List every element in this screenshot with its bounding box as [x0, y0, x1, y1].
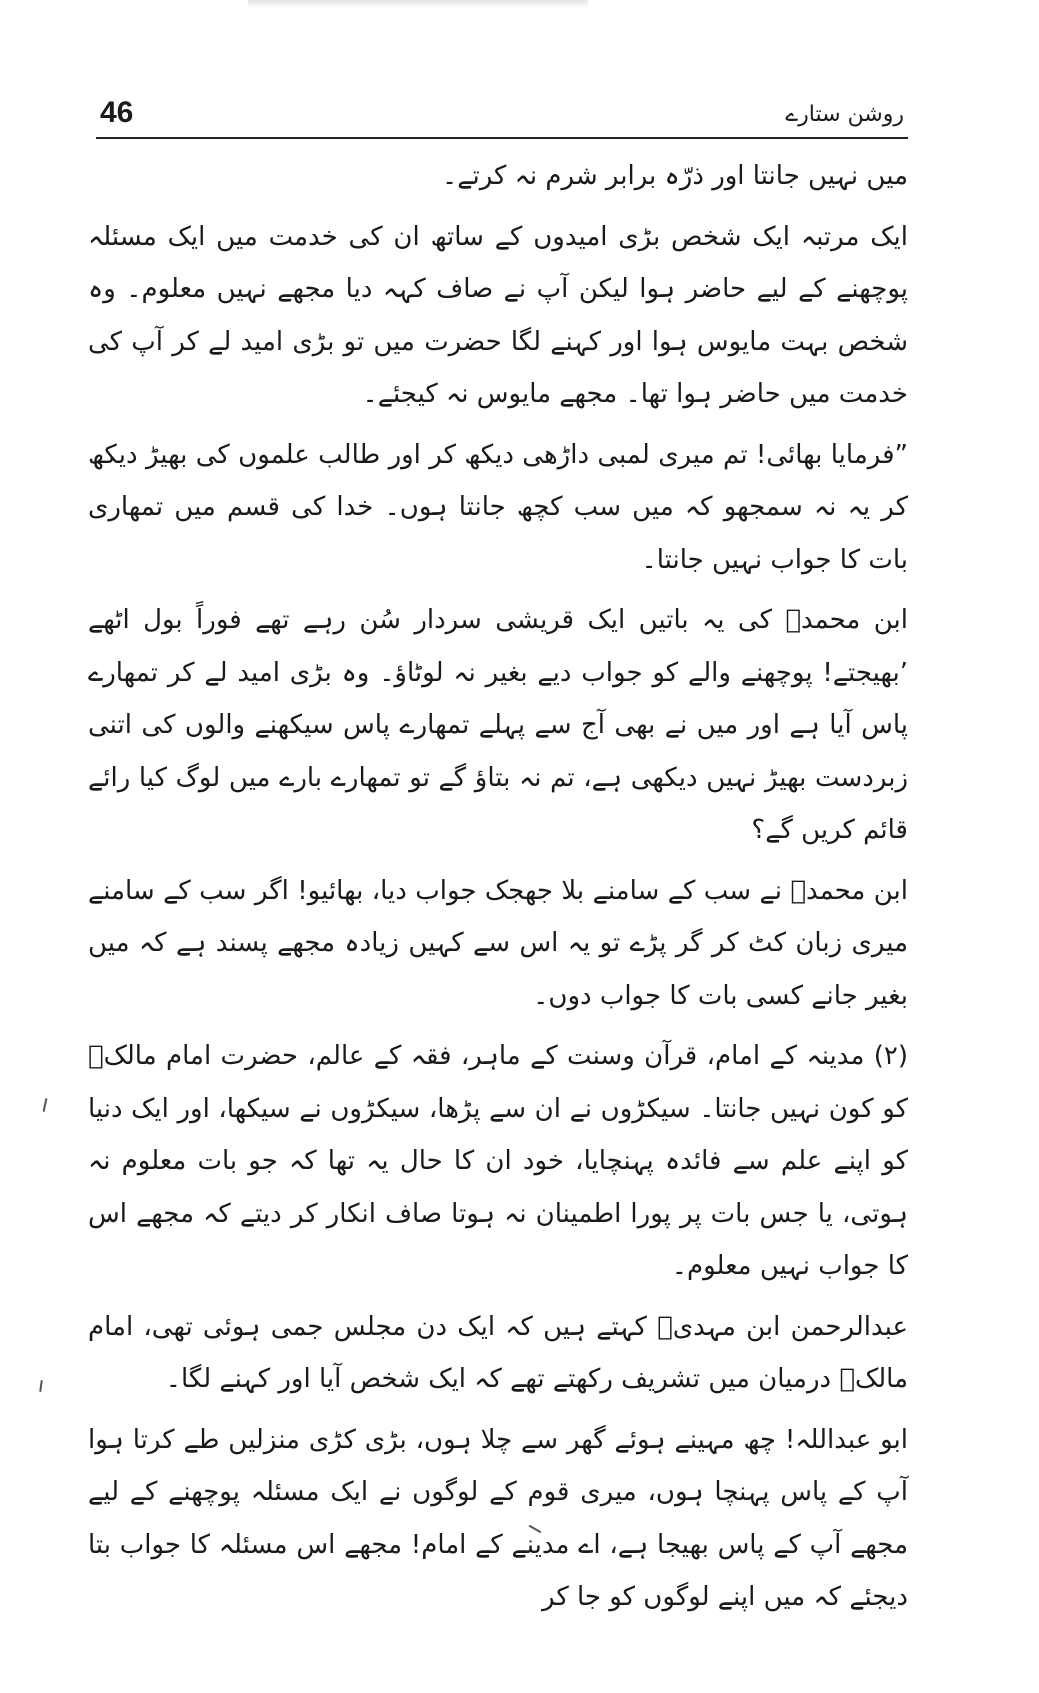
scan-smudge: [248, 0, 588, 8]
paragraph-1: میں نہیں جانتا اور ذرّہ برابر شرم نہ کرتے۔: [441, 161, 908, 191]
margin-pencil-mark: [39, 1380, 43, 1392]
page-header: [100, 88, 904, 140]
paragraph-6: (۲) مدینہ کے امام، قرآن وسنت کے ماہر، فقہ کے عالم، حضرت امام مالکؒ کو کون نہیں جانتا۔ سیکڑوں نے ان سے پڑھا، سیکڑوں نے سیکھا، اور ایک دنیا کو اپنے علم سے فائدہ پہنچایا، خود ان کا حال یہ تھا کہ جو بات معلوم نہ ہوتی، یا جس بات پر پورا اطمینان نہ ہوتا صاف انکار کر دیتے کہ مجھے اس کا جواب نہیں معلوم۔: [88, 1041, 908, 1281]
paragraph-8: ابو عبداللہ! چھ مہینے ہوئے گھر سے چلا ہوں، بڑی کڑی منزلیں طے کرتا ہوا آپ کے پاس پہنچا ہوں، میری قوم کے لوگوں نے ایک مسئلہ پوچھنے کے لیے مجھے آپ کے پاس بھیجا ہے، اے مدینے کے امام! مجھے اس مسئلہ کا جواب بتا دیجئے کہ میں اپنے لوگوں کو جا کر: [88, 1424, 908, 1612]
paragraph-2: ایک مرتبہ ایک شخص بڑی امیدوں کے ساتھ ان کی خدمت میں ایک مسئلہ پوچھنے کے لیے حاضر ہوا لیکن آپ نے صاف کہہ دیا مجھے نہیں معلوم۔ وہ شخص بہت مایوس ہوا اور کہنے لگا حضرت میں تو بڑی امید لے کر آپ کی خدمت میں حاضر ہوا تھا۔ مجھے مایوس نہ کیجئے۔: [88, 221, 908, 409]
margin-pencil-mark: [43, 1098, 48, 1112]
paragraph-3: ”فرمایا بھائی! تم میری لمبی داڑھی دیکھ کر اور طالب علموں کی بھیڑ دیکھ کر یہ نہ سمجھو کہ میں سب کچھ جانتا ہوں۔ خدا کی قسم میں تمھاری بات کا جواب نہیں جانتا۔: [88, 439, 908, 575]
paragraph-4: ابن محمدؒ کی یہ باتیں ایک قریشی سردار سُن رہے تھے فوراً بول اٹھے ’بھیجتے! پوچھنے والے کو جواب دیے بغیر نہ لوٹاؤ۔ وہ بڑی امید لے کر تمھارے پاس آیا ہے اور میں نے بھی آج سے پہلے تمھارے پاس سیکھنے والوں کی اتنی زبردست بھیڑ نہیں دیکھی ہے، تم نہ بتاؤ گے تو تمھارے بارے میں لوگ کیا رائے قائم کریں گے؟: [88, 605, 909, 845]
running-title: روشن ستارے: [785, 102, 904, 127]
paragraph-5: ابن محمدؒ نے سب کے سامنے بلا جھجک جواب دیا، بھائیو! اگر سب کے سامنے میری زبان کٹ کر گر پڑے تو یہ اس سے کہیں زیادہ مجھے پسند ہے کہ میں بغیر جانے کسی بات کا جواب دوں۔: [88, 875, 908, 1011]
paragraph-7: عبدالرحمن ابن مہدیؒ کہتے ہیں کہ ایک دن مجلس جمی ہوئی تھی، امام مالکؒ درمیان میں تشریف رکھتے تھے کہ ایک شخص آیا اور کہنے لگا۔: [88, 1311, 908, 1394]
body-text: [88, 150, 908, 1624]
header-rule: [96, 137, 908, 139]
page-number: 46: [100, 96, 134, 129]
